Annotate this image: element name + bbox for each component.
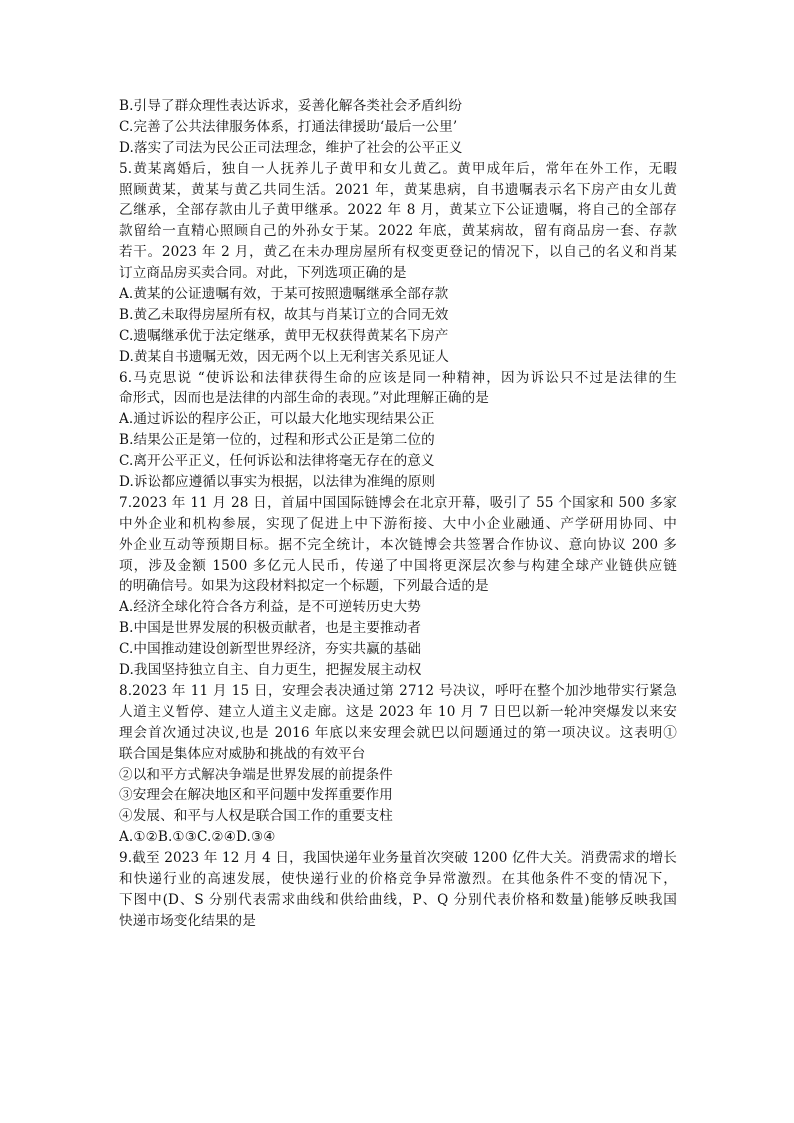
text-line: C.中国推动建设创新型世界经济，夯实共赢的基础 (119, 641, 422, 658)
text-line: C.遗嘱继承优于法定继承，黄甲无权获得黄某名下房产 (119, 327, 449, 344)
text-line: 联合国是集体应对威胁和挑战的有效平台 (119, 745, 366, 762)
text-line: 若干。2023 年 2 月，黄乙在未办理房屋所有权变更登记的情况下，以自己的名义和肖某 (119, 244, 677, 261)
text-line: 8.2023 年 11 月 15 日，安理会表决通过第 2712 号决议，呼吁在整个加沙地带实行紧急 (119, 682, 677, 699)
text-line: 快递市场变化结果的是 (119, 912, 256, 929)
text-line: B.中国是世界发展的积极贡献者，也是主要推动者 (119, 620, 422, 637)
text-line: D.诉讼都应遵循以事实为根据，以法律为准绳的原则 (119, 474, 436, 491)
text-line: 5.黄某离婚后，独自一人抚养儿子黄甲和女儿黄乙。黄甲成年后，常年在外工作，无暇 (119, 160, 677, 177)
text-line: A.①②B.①③C.②④D.③④ (119, 829, 276, 846)
text-line: 7.2023 年 11 月 28 日，首届中国国际链博会在北京开幕，吸引了 55 个国家和 500 多家 (119, 494, 677, 511)
text-line: 中外企业和机构参展，实现了促进上中下游衔接、大中小企业融通、产学研用协同、中 (119, 515, 677, 532)
text-line: 的明确信号。如果为这段材料拟定一个标题，下列最合适的是 (119, 578, 489, 595)
text-line: ④发展、和平与人权是联合国工作的重要支柱 (119, 808, 393, 825)
text-line: 下图中(D、S 分别代表需求曲线和供给曲线，P、Q 分别代表价格和数量)能够反映我国 (119, 891, 677, 908)
text-line: A.黄某的公证遗嘱有效，于某可按照遗嘱继承全部存款 (119, 286, 449, 303)
text-line: ②以和平方式解决争端是世界发展的前提条件 (119, 766, 393, 783)
text-line: C.完善了公共法律服务体系，打通法律援助‘最后一公里’ (119, 118, 458, 135)
text-line: 和快递行业的高速发展，使快递行业的价格竞争异常激烈。在其他条件不变的情况下， (119, 870, 677, 887)
text-line: A.通过诉讼的程序公正，可以最大化地实现结果公正 (119, 411, 435, 428)
text-line: 订立商品房买卖合同。对此，下列选项正确的是 (119, 265, 407, 282)
document-page (119, 96, 677, 932)
text-line: ③安理会在解决地区和平问题中发挥重要作用 (119, 787, 393, 804)
text-line: B.黄乙未取得房屋所有权，故其与肖某订立的合同无效 (119, 306, 449, 323)
text-line: B.引导了群众理性表达诉求，妥善化解各类社会矛盾纠纷 (119, 98, 463, 114)
text-line: 6.马克思说 “使诉讼和法律获得生命的应该是同一种精神，因为诉讼只不过是法律的生 (119, 369, 677, 386)
text-line: 9.截至 2023 年 12 月 4 日，我国快递年业务量首次突破 1200 亿件大关。消费需求的增长 (119, 850, 677, 867)
text-line: A.经济全球化符合各方利益，是不可逆转历史大势 (119, 599, 421, 616)
text-line: 外企业互动等预期目标。据不完全统计，本次链博会共签署合作协议、意向协议 200 多 (119, 536, 677, 553)
text-line: 理会首次通过决议,也是 2016 年底以来安理会就巴以问题通过的第一项决议。这表明① (119, 724, 677, 741)
text-line: 照顾黄某，黄某与黄乙共同生活。2021 年，黄某患病，自书遗嘱表示名下房产由女儿黄 (119, 181, 677, 198)
text-line: 项，涉及金额 1500 多亿元人民币，传递了中国将更深层次参与构建全球产业链供应链 (119, 557, 677, 574)
text-line: B.结果公正是第一位的，过程和形式公正是第二位的 (119, 432, 435, 449)
text-line: D.我国坚持独立自主、自力更生，把握发展主动权 (119, 662, 422, 679)
text-line: D.落实了司法为民公正司法理念，维护了社会的公平正义 (119, 139, 463, 156)
text-line: 人道主义暂停、建立人道主义走廊。这是 2023 年 10 月 7 日巴以新一轮冲突爆发以来安 (119, 703, 677, 720)
text-line: 款留给一直精心照顾自己的外孙女于某。2022 年底，黄某病故，留有商品房一套、存款 (119, 223, 677, 240)
text-line: D.黄某自书遗嘱无效，因无两个以上无利害关系见证人 (119, 348, 449, 365)
text-line: 命形式，因而也是法律的内部生命的表现。”对此理解正确的是 (119, 390, 489, 407)
text-line: C.离开公平正义，任何诉讼和法律将毫无存在的意义 (119, 453, 435, 470)
text-line: 乙继承，全部存款由儿子黄甲继承。2022 年 8 月，黄某立下公证遗嘱，将自己的全部存 (119, 202, 677, 219)
